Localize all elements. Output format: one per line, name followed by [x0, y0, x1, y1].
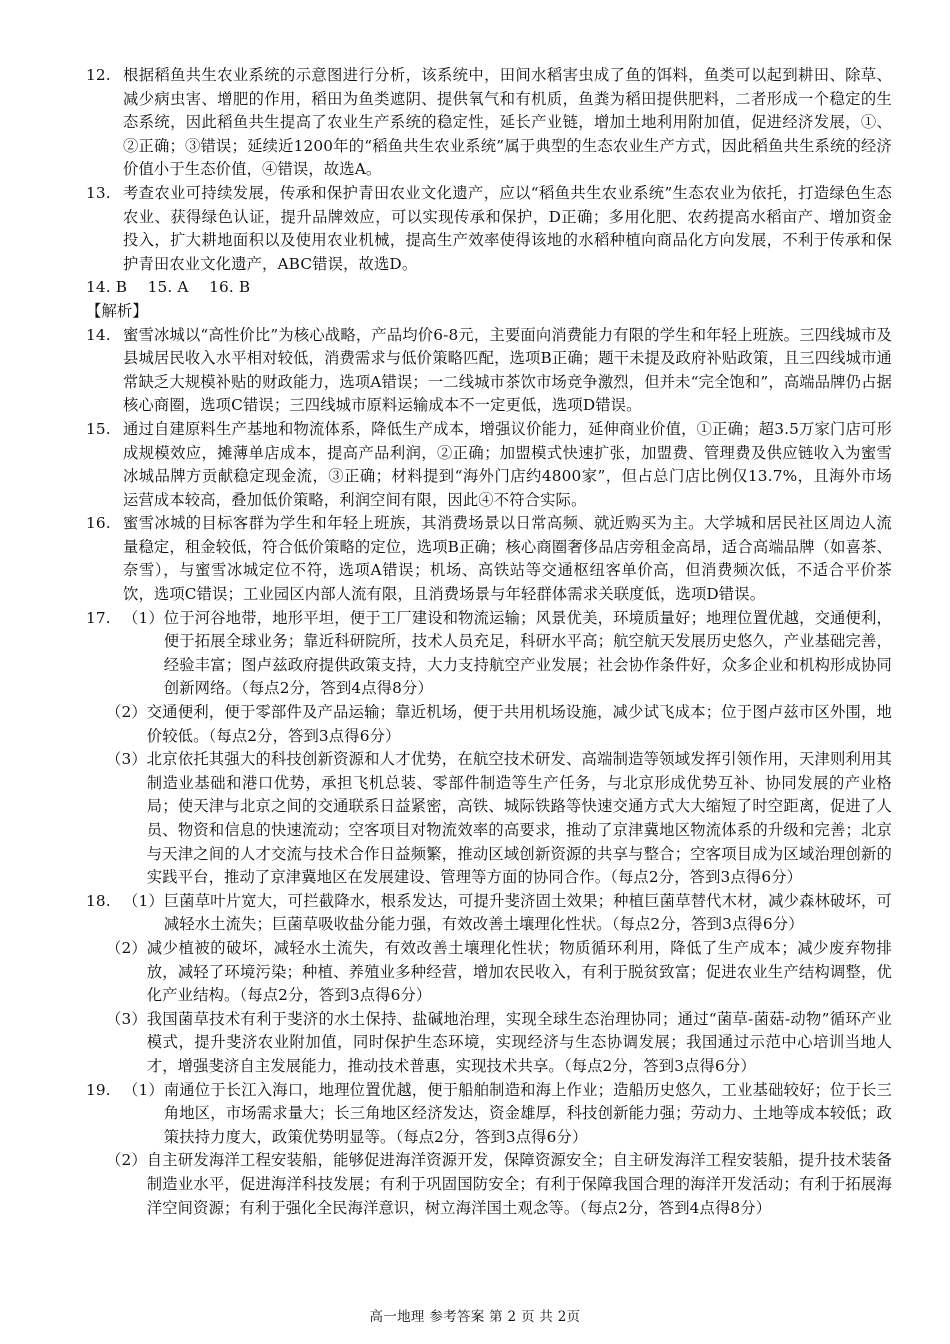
sub-answer-label: （1）	[123, 608, 164, 627]
sub-answer-label: （3）	[106, 1009, 147, 1028]
question-number: 18.	[86, 891, 111, 910]
choice-answer-line: 14. B 15. A 16. B	[86, 278, 251, 297]
answer-text: 蜜雪冰城以“高性价比”为核心战略，产品均价6-8元，主要面向消费能力有限的学生和年轻上班族。三四线城市及县城居民收入水平相对较低，消费需求与低价策略匹配，选项B正确；题干未提及政府补贴政策，且三四线城市通常缺乏大规模补贴的财政能力，选项A错误；一二线城市茶饮市场竞争激烈，但并未“完全饱和”，高端品牌仍占据核心商圈，选项C错误；三四线城市原料运输成本不一定更低，选项D错误。	[123, 325, 892, 415]
answer-18	[86, 890, 892, 937]
sub-answer-text: 位于河谷地带，地形平坦，便于工厂建设和物流运输；风景优美，环境质量好；地理位置优越，交通便利，便于拓展全球业务；靠近科研院所，技术人员充足，科研水平高；航空航天发展历史悠久，产业基础完善，经验丰富；图卢兹政府提供政策支持，大力支持航空产业发展；社会协作条件好，众多企业和机构形成协同创新网络。（每点2分，答到4点得8分）	[163, 608, 892, 698]
answer-15	[86, 418, 892, 512]
sub-answer-label: （2）	[106, 1151, 147, 1170]
page-footer: 高一地理 参考答案 第 2 页 共 2页	[369, 1309, 581, 1325]
sub-answer	[106, 1008, 892, 1079]
answer-13	[86, 182, 892, 276]
question-number: 12.	[86, 66, 111, 84]
answer-19	[86, 1079, 892, 1150]
answer-text: 根据稻鱼共生农业系统的示意图进行分析，该系统中，田间水稻害虫成了鱼的饵料，鱼类可以起到耕田、除草、减少病虫害、增肥的作用，稻田为鱼类遮阴、提供氧气和有机质，鱼粪为稻田提供肥料，二者形成一个稳定的生态系统，因此稻鱼共生提高了农业生产系统的稳定性，延长产业链，增加土地利用附加值，促进经济发展，①、②正确；③错误；延续近1200年的“稻鱼共生农业系统”属于典型的生态农业生产方式，因此稻鱼共生系统的经济价值小于生态价值，④错误，故选A。	[123, 66, 892, 179]
sub-answer-text: 南通位于长江入海口，地理位置优越，便于船舶制造和海上作业；造船历史悠久，工业基础较好；位于长三角地区，市场需求量大；长三角地区经济发达，资金雄厚，科技创新能力强；劳动力、土地等成本较低；政策扶持力度大，政策优势明显等。（每点2分，答到3点得6分）	[163, 1080, 892, 1146]
sub-answer	[123, 1079, 892, 1150]
answer-12	[86, 64, 892, 182]
sub-answer	[106, 1149, 892, 1220]
question-number: 16.	[86, 514, 111, 533]
sub-answer-text: 巨菌草叶片宽大，可拦截降水，根系发达，可提升斐济固土效果；种植巨菌草替代木材，减少森林破坏，可减轻水土流失；巨菌草吸收盐分能力强，有效改善土壤理化性状。（每点2分，答到3点得6分）	[163, 891, 892, 934]
answer-16	[86, 512, 892, 606]
sub-answer	[106, 937, 892, 1008]
sub-answer	[123, 607, 892, 701]
answer-17	[86, 607, 892, 701]
sub-answer-label: （3）	[106, 750, 147, 769]
sub-answer	[106, 748, 892, 890]
question-number: 19.	[86, 1080, 111, 1099]
sub-answer-text: 我国菌草技术有利于斐济的水土保持、盐碱地治理，实现全球生态治理协同；通过“菌草-菌菇-动物”循环产业模式，提升斐济农业附加值，同时保护生态环境，实现经济与生态协调发展；我国通过示范中心培训当地人才，增强斐济自主发展能力，推动技术普惠，实现技术共享。（每点2分，答到3点得6分）	[146, 1009, 892, 1075]
sub-answer-label: （2）	[106, 703, 147, 722]
sub-answer	[123, 890, 892, 937]
question-number: 13.	[86, 183, 111, 202]
answer-14	[86, 324, 892, 418]
question-number: 15.	[86, 419, 111, 438]
sub-answer-text: 交通便利，便于零部件及产品运输；靠近机场，便于共用机场设施，减少试飞成本；位于图卢兹市区外围，地价较低。（每点2分，答到3点得6分）	[146, 703, 892, 745]
sub-answer-label: （1）	[123, 1080, 164, 1099]
question-number: 14.	[86, 325, 111, 344]
answer-text: 通过自建原料生产基地和物流体系，降低生产成本，增强议价能力，延伸商业价值，①正确；超3.5万家门店可形成规模效应，摊薄单店成本，提高产品利润，②正确；加盟模式快速扩张，加盟费、管理费及供应链收入为蜜雪冰城品牌方贡献稳定现金流，③正确；材料提到“海外门店约4800家”，但占总门店比例仅13.7%，且海外市场运营成本较高，叠加低价策略，利润空间有限，因此④不符合实际。	[123, 419, 892, 509]
sub-answer-text: 自主研发海洋工程安装船，能够促进海洋资源开发，保障资源安全；自主研发海洋工程安装船，提升技术装备制造业水平，促进海洋科技发展；有利于巩固国防安全；有利于保障我国合理的海洋开发活动；有利于拓展海洋空间资源；有利于强化全民海洋意识，树立海洋国土观念等。（每点2分，答到4点得8分）	[146, 1151, 892, 1217]
question-number: 17.	[86, 608, 111, 627]
answer-content	[86, 64, 892, 1220]
sub-answer-label: （1）	[123, 891, 164, 910]
sub-answer-text: 北京依托其强大的科技创新资源和人才优势，在航空技术研发、高端制造等领域发挥引领作用，天津则利用其制造业基础和港口优势，承担飞机总装、零部件制造等生产任务，与北京形成优势互补、协同发展的产业格局；使天津与北京之间的交通联系日益紧密，高铁、城际铁路等快速交通方式大大缩短了时空距离，促进了人员、物资和信息的快速流动；空客项目对物流效率的高要求，推动了京津冀地区物流体系的升级和完善；北京与天津之间的人才交流与技术合作日益频繁，推动区域创新资源的共享与整合；空客项目成为区域治理创新的实践平台，推动了京津冀地区在发展建设、管理等方面的协同合作。（每点2分，答到3点得6分）	[146, 750, 892, 887]
sub-answer	[106, 701, 892, 748]
answer-text: 考查农业可持续发展，传承和保护青田农业文化遗产，应以“稻鱼共生农业系统”生态农业为依托，打造绿色生态农业、获得绿色认证，提升品牌效应，可以实现传承和保护，D正确；多用化肥、农药提高水稻亩产、增加资金投入，扩大耕地面积以及使用农业机械，提高生产效率使得该地的水稻种植向商品化方向发展，不利于传承和保护青田农业文化遗产，ABC错误，故选D。	[123, 183, 892, 273]
answer-text: 蜜雪冰城的目标客群为学生和年轻上班族，其消费场景以日常高频、就近购买为主。大学城和居民社区周边人流量稳定，租金较低，符合低价策略的定位，选项B正确；核心商圈奢侈品店旁租金高昂，适合高端品牌（如喜茶、奈雪），与蜜雪冰城定位不符，选项A错误；机场、高铁站等交通枢纽客单价高，但消费频次低，不适合平价茶饮，选项C错误；工业园区内部人流有限，且消费场景与年轻群体需求关联度低，选项D错误。	[123, 514, 892, 604]
sub-answer-text: 减少植被的破坏，减轻水土流失，有效改善土壤理化性状；物质循环利用，降低了生产成本；减少废弃物排放，减轻了环境污染；种植、养殖业多种经营，增加农民收入，有利于脱贫致富；促进农业生产结构调整，优化产业结构。（每点2分，答到3点得6分）	[146, 938, 892, 1005]
sub-answer-label: （2）	[106, 938, 147, 957]
analysis-label: 【解析】	[86, 301, 148, 320]
